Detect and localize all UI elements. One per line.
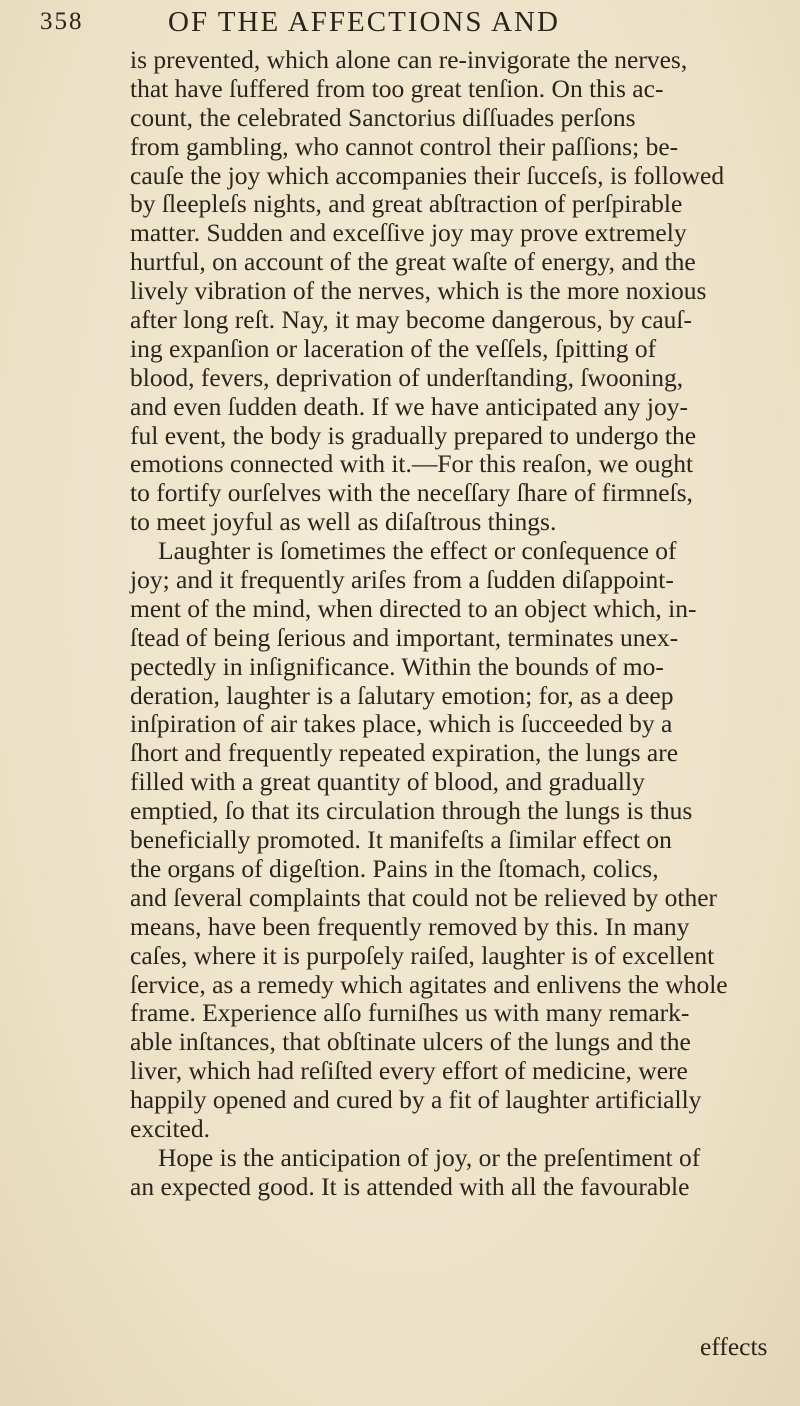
text-line: is prevented, which alone can re-invigorate the nerves, (130, 45, 688, 74)
text-line: lively vibration of the nerves, which is the more noxious (130, 276, 707, 306)
text-line: the organs of digeſtion. Pains in the ſtomach, colics, (130, 853, 659, 883)
text-line: hurtful, on account of the great waſte of energy, and the (130, 247, 696, 277)
text-line: means, have been frequently removed by this. In many (130, 911, 690, 941)
text-line: ment of the mind, when directed to an object which, in- (130, 593, 697, 623)
text-line: ing expanſion or laceration of the veſſels, ſpitting of (130, 333, 657, 363)
text-line: able inſtances, that obſtinate ulcers of the lungs and the (130, 1027, 691, 1057)
text-line: ſtead of being ſerious and important, terminates unex- (130, 622, 679, 652)
text-line: and ſeveral complaints that could not be relieved by other (130, 882, 718, 912)
text-line: cauſe the joy which accompanies their ſucceſs, is followed (130, 160, 725, 190)
text-line: happily opened and cured by a fit of laughter artificially (130, 1085, 702, 1115)
text-line: ſervice, as a remedy which agitates and enlivens the whole (130, 969, 728, 999)
text-line: by ſleepleſs nights, and great abſtraction of perſpirable (130, 189, 683, 219)
text-line: emotions connected with it.—For this reaſon, we ought (130, 449, 694, 479)
running-head (40, 6, 760, 46)
text-line: excited. (130, 1113, 210, 1143)
text-line: blood, fevers, deprivation of underſtanding, ſwooning, (130, 362, 684, 392)
text-line: emptied, ſo that its circulation through the lungs is thus (130, 796, 693, 826)
text-line: Laughter is ſometimes the effect or conſequence of (158, 536, 677, 566)
text-line: from gambling, who cannot control their paſſions; be- (130, 131, 679, 161)
page-number: 358 (40, 8, 84, 35)
text-line: an expected good. It is attended with all the favourable (130, 1171, 690, 1201)
text-line: caſes, where it is purpoſely raiſed, laughter is of excellent (130, 940, 715, 970)
text-line: after long reſt. Nay, it may become dangerous, by cauſ- (130, 305, 692, 335)
text-line: ful event, the body is gradually prepared to undergo the (130, 420, 697, 450)
text-line: filled with a great quantity of blood, and gradually (130, 767, 645, 797)
text-line: to meet joyful as well as diſaſtrous things. (130, 507, 557, 537)
running-title: OF THE AFFECTIONS AND (168, 6, 560, 38)
text-line: matter. Sudden and exceſſive joy may prove extremely (130, 218, 687, 248)
text-line: to fortify ourſelves with the neceſſary ſhare of firmneſs, (130, 478, 693, 508)
text-line: and even ſudden death. If we have anticipated any joy- (130, 391, 688, 421)
text-line: deration, laughter is a ſalutary emotion; for, as a deep (130, 680, 674, 710)
text-line: ſhort and frequently repeated expiration, the lungs are (130, 738, 679, 768)
text-line: that have ſuffered from too great tenſion. On this ac- (130, 73, 664, 103)
text-line: liver, which had reſiſted every effort of medicine, were (130, 1056, 688, 1086)
text-line: count, the celebrated Sanctorius diſſuades perſons (130, 102, 636, 132)
text-line: Hope is the anticipation of joy, or the preſentiment of (158, 1142, 701, 1172)
text-line: frame. Experience alſo furniſhes us with many remark- (130, 998, 690, 1028)
text-line: joy; and it frequently ariſes from a ſudden diſappoint- (130, 565, 674, 595)
text-line: pectedly in inſignificance. Within the bounds of mo- (130, 651, 664, 681)
body-text (130, 46, 770, 1202)
text-line: beneficially promoted. It manifeſts a ſimilar effect on (130, 825, 672, 855)
text-line: inſpiration of air takes place, which is ſucceeded by a (130, 709, 673, 739)
catchword: effects (700, 1332, 768, 1361)
